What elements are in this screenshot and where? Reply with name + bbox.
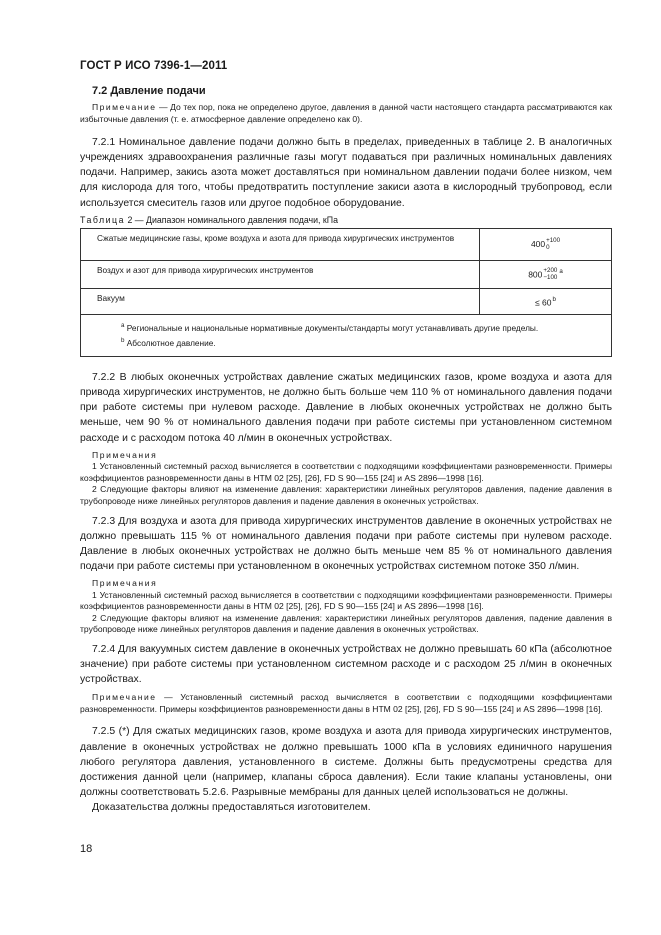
footnote-a [121,319,601,335]
section-heading: 7.2 Давление подачи [92,85,206,97]
value-mark: a [559,267,563,275]
row-value [480,228,612,260]
page-content [80,84,612,815]
note-text: — До тех пор, пока не определено другое, давления в данной части настоящего стандарта рассматриваются как избыточные давления (т. е. атмосферное давление определено как 0). [80,102,612,124]
value-lower: −100 [543,274,558,282]
value-upper: +100 [546,237,561,245]
table-footnotes [81,314,612,357]
footnote-cell [81,314,612,357]
paragraph-7-2-5: 7.2.5 (*) Для сжатых медицинских газов, кроме воздуха и азота для привода хирургических инструментов, давление в оконечных устройствах не должно превышать 1000 кПа в условиях единичного нарушения любого регулятора давления, установленного в системе. Должны быть предусмотрены средства для достижения данной цели (например, клапаны сброса давления). Если такие клапаны установлены, они должны соответствовать 5.2.6. Разрывные мембраны для данных целей использоваться не должны. [80,726,612,798]
paragraph-7-2-3: 7.2.3 Для воздуха и азота для привода хирургических инструментов давление в оконечных устройствах не должно превышать 115 % от номинального давления подачи при работе системы при нулевом расходе. Давление в любых оконечных устройствах не должно быть меньше чем 85 % от номинального давления подачи при работе системы при установленном в оконечных устройствах системном потоке 350 л/мин. [80,515,612,572]
table-caption-text: 2 — Диапазон номинального давления подачи, кПа [125,214,338,225]
value-base: ≤ 60 [535,297,552,308]
table-row [81,260,612,288]
footnote-b-text: Абсолютное давление. [124,338,216,349]
note [80,692,612,715]
note-1: 1 Установленный системный расход вычисляется в соответствии с подходящими коэффициентами разновременности. Примеры коэффициентов разновременности даны в HTM 02 [25], [26], FD S 90—155 [24] и AS 2896—1998 [16]. [80,461,612,483]
footnote-a-text: Региональные и национальные нормативные документы/стандарты могут устанавливать другие пределы. [124,322,539,333]
table-row [81,228,612,260]
note-1: 1 Установленный системный расход вычисляется в соответствии с подходящими коэффициентами разновременности. Примеры коэффициентов разновременности даны в HTM 02 [25], [26], FD S 90—155 [24] и AS 2896—1998 [16]. [80,589,612,612]
note-text: — Установленный системный расход вычисляется в соответствии с подходящими коэффициентами разновременности. Примеры коэффициентов разновременности даны в HTM 02 [25], [26], FD S 90—155 [24] и AS 2896—1998 [16]. [80,692,612,714]
footnote-b [121,334,601,350]
row-value [480,288,612,314]
note-label: Примечание [92,692,157,703]
paragraph-7-2-4: 7.2.4 Для вакуумных систем давление в оконечных устройствах не должно превышать 60 кПа (абсолютное значение) при работе системы при установленном системном расходе и с расходом 25 л/мин в оконечных устройствах. [80,643,612,686]
notes-heading: Примечания [92,578,158,588]
note-label: Примечание [92,102,157,112]
value-upper: +200 [543,267,558,275]
table-caption-label: Таблица [80,214,125,225]
value-base: 800 [528,269,543,280]
intro-note [80,102,612,125]
value-lower: 0 [546,244,550,252]
value-base: 400 [530,238,546,249]
table-row [81,288,612,314]
paragraph-7-2-1: 7.2.1 Номинальное давление подачи должно быть в пределах, приведенных в таблице 2. В аналогичных учреждениях здравоохранения различные газы могут подаваться при различных номинальных давлениях подачи. Например, закись азота может доставляться при номинальном давлении подачи более низком, чем для кислорода для того, чтобы предотвратить поступление закиси азота в кислородный трубопровод, если используется смеситель газов или другое подобное оборудование. [80,137,612,209]
row-value [480,260,612,288]
footnote-a-mark: a [121,321,125,329]
footnote-b-mark: b [121,337,125,345]
row-label: Воздух и азот для привода хирургических инструментов [81,260,480,288]
value-mark: b [552,295,556,303]
note-2: 2 Следующие факторы влияют на изменение давления: характеристики линейных регуляторов давления, падение давления в трубопроводе ниже линейных регуляторов давления и падение давления в оконечных устройствах. [80,612,612,635]
row-label: Вакуум [81,288,480,314]
pressure-table [80,228,612,358]
table-caption [80,214,612,226]
notes-heading: Примечания [92,449,158,460]
evidence-paragraph: Доказательства должны предоставляться изготовителем. [92,801,371,813]
document-header: ГОСТ Р ИСО 7396-1—2011 [80,60,228,72]
note-2: 2 Следующие факторы влияют на изменение давления: характеристики линейных регуляторов давления, падение давления в трубопроводе ниже линейных регуляторов давления и падение давления в оконечных устройствах. [80,484,612,507]
row-label: Сжатые медицинские газы, кроме воздуха и азота для привода хирургических инструментов [81,228,480,260]
page-number: 18 [80,843,93,855]
paragraph-7-2-2: 7.2.2 В любых оконечных устройствах давление сжатых медицинских газов, кроме воздуха и азота для привода хирургических инструментов, не должно быть больше чем 110 % от номинального давления подачи при работе системы при нулевом расходе. Давление в любых оконечных устройствах не должно быть меньше, чем 90 % от номинального давления подачи при работе системы при установленном системном расходе и с расходом потока 40 л/мин в оконечных устройствах. [80,372,612,444]
